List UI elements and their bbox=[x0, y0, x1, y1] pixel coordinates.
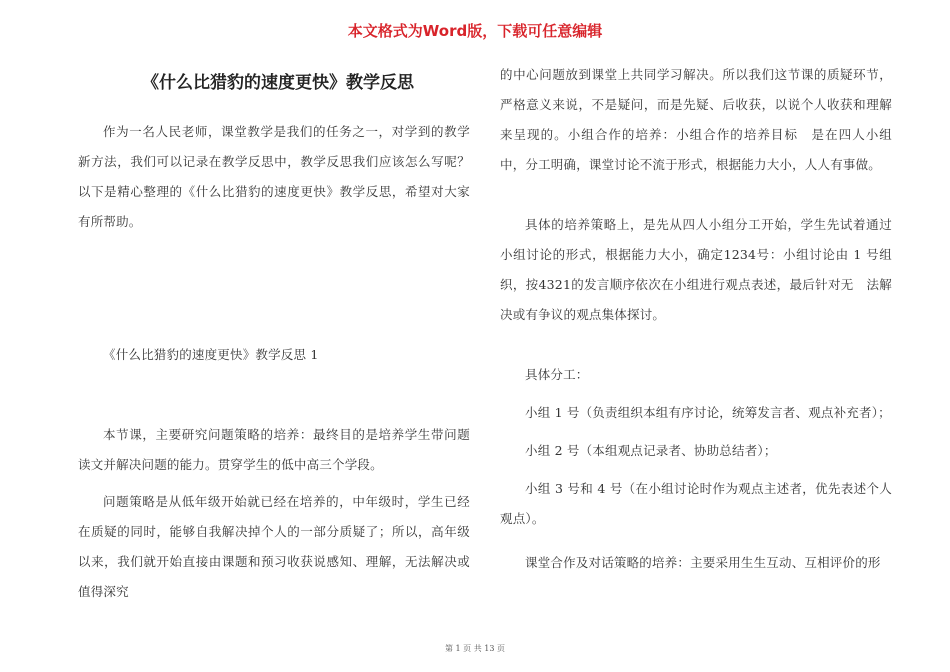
intro-paragraph: 作为一名人民老师，课堂教学是我们的任务之一，对学到的教学新方法，我们可以记录在教学反思中，教学反思我们应该怎么写呢？以下是精心整理的《什么比猎豹的速度更快》教学反思，希望对大家有所帮助。 bbox=[78, 124, 470, 229]
page-footer: 第 1 页 共 13 页 bbox=[445, 644, 505, 653]
body-paragraph: 具体的培养策略上，是先从四人小组分工开始，学生先试着通过小组讨论的形式，根据能力大小，确定1234号：小组讨论由 1 号组织，按4321的发言顺序依次在小组进行观点表述，最后针对无 法解决或有争议的观点集体探讨。 bbox=[500, 217, 892, 322]
body-paragraph: 课堂合作及对话策略的培养：主要采用生生互动、互相评价的形 bbox=[525, 555, 881, 570]
body-paragraph: 的中心问题放到课堂上共同学习解决。所以我们这节课的质疑环节，严格意义来说，不是疑问，而是先疑、后收获，以说个人收获和理解来呈现的。小组合作的培养：小组合作的培养目标 是在四人小组中，分工明确，课堂讨论不流于形式，根据能力大小，人人有事做。 bbox=[500, 67, 892, 172]
body-paragraph: 本节课，主要研究问题策略的培养：最终目的是培养学生带问题读文并解决问题的能力。贯穿学生的低中高三个学段。 bbox=[78, 427, 470, 472]
body-paragraph: 小组 1 号（负责组织本组有序讨论，统筹发言者、观点补充者）； bbox=[525, 405, 891, 420]
body-paragraph: 问题策略是从低年级开始就已经在培养的，中年级时，学生已经在质疑的同时，能够自我解决掉个人的一部分质疑了；所以，高年级以来，我们就开始直接由课题和预习收获说感知、理解，无法解决或值得深究 bbox=[78, 494, 470, 599]
document-title: 《什么比猎豹的速度更快》教学反思 bbox=[142, 73, 414, 93]
section-heading: 《什么比猎豹的速度更快》教学反思 1 bbox=[103, 347, 319, 362]
body-paragraph: 小组 3 号和 4 号（在小组讨论时作为观点主述者，优先表述个人观点）。 bbox=[500, 481, 892, 526]
body-paragraph: 小组 2 号（本组观点记录者、协助总结者）； bbox=[525, 443, 777, 458]
word-format-banner: 本文格式为Word版，下载可任意编辑 bbox=[347, 22, 603, 40]
body-paragraph: 具体分工： bbox=[525, 367, 589, 382]
